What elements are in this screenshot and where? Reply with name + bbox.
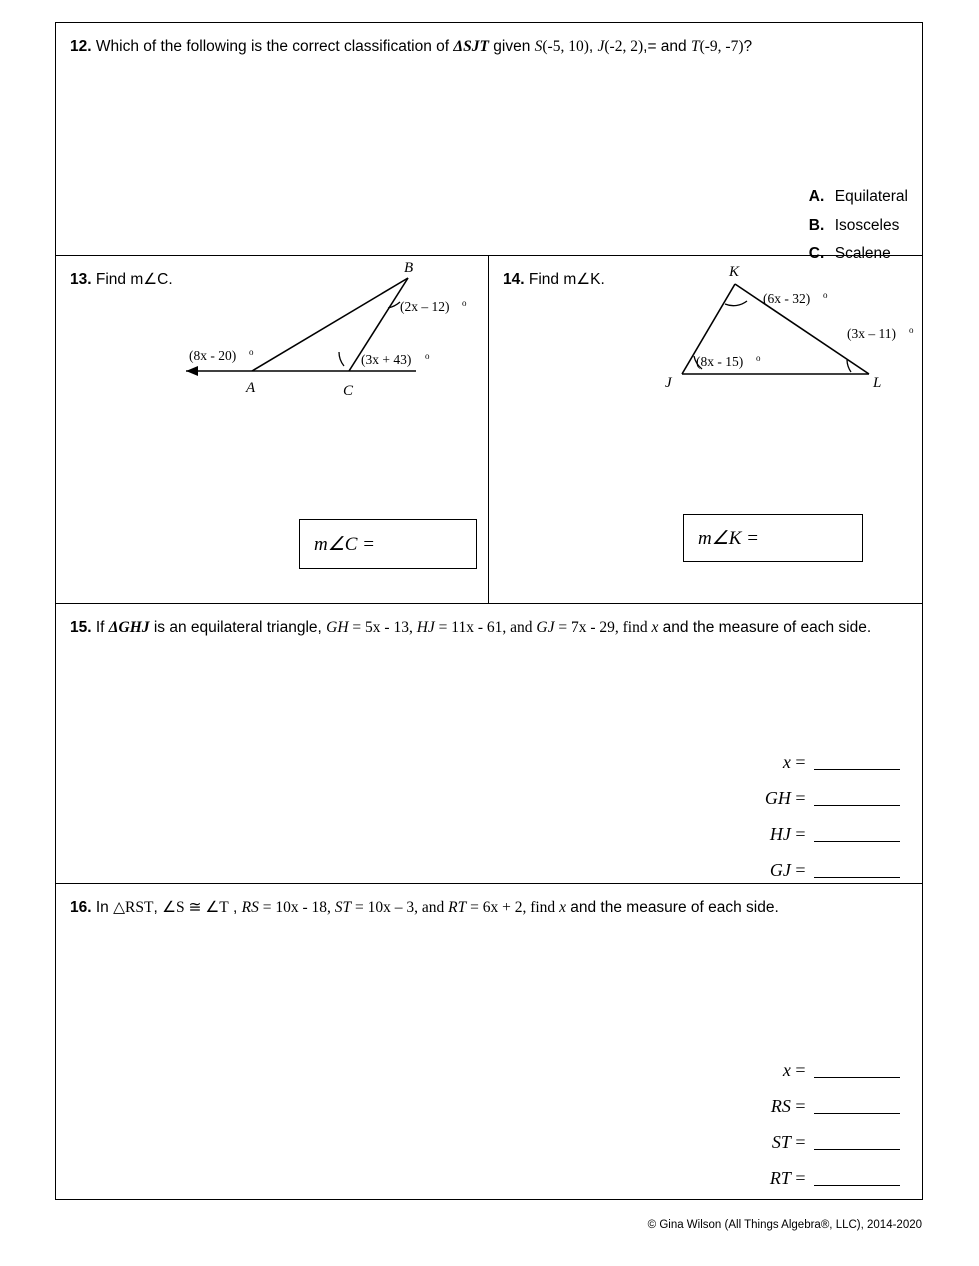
answer-label-gj: GJ (769, 860, 791, 880)
q15-gh: GH (326, 619, 349, 636)
q16-st: ST (334, 899, 352, 916)
q15-gj: GJ (536, 619, 555, 636)
question-14-prompt: Find m∠K. (528, 271, 605, 288)
choice-a-text: Equilateral (834, 188, 908, 205)
svg-text:o: o (249, 347, 254, 357)
q15-triangle: ΔGHJ (108, 619, 150, 636)
q15-gh-val: = 5x - 13, (348, 619, 417, 636)
q12-comma: , (588, 38, 598, 55)
q12-point-t: T (690, 38, 700, 55)
question-16-text (56, 884, 922, 919)
worksheet-table (55, 22, 923, 1200)
q15-hj: HJ (416, 619, 435, 636)
answer-line-x[interactable]: x = (765, 744, 900, 780)
svg-text:o: o (462, 298, 467, 308)
answer-label-st: ST (771, 1132, 791, 1152)
answer-line-rs[interactable]: RS = (770, 1088, 900, 1124)
answer-label-x: x (782, 752, 791, 772)
svg-text:K: K (729, 264, 740, 280)
q16-mid1: , (153, 899, 163, 916)
q16-tail: and the measure of each side. (565, 899, 779, 916)
answer-blank-rt[interactable] (814, 1185, 900, 1186)
q15-lead: If (95, 619, 109, 636)
q12-triangle: ΔSJT (453, 38, 489, 55)
answer-line-gh[interactable]: GH = (765, 780, 900, 816)
answer-blank-st[interactable] (814, 1149, 900, 1150)
svg-text:C: C (343, 383, 354, 399)
svg-text:J: J (665, 375, 672, 391)
svg-text:B: B (404, 260, 414, 276)
q15-gj-val: = 7x - 29, find (554, 619, 652, 636)
question-12-number: 12. (70, 38, 92, 55)
answer-blank-x[interactable] (814, 1077, 900, 1078)
question-13-number: 13. (70, 271, 92, 288)
question-15-text (56, 604, 922, 639)
question-13-answer-box[interactable] (299, 519, 477, 569)
question-16-answers (770, 1052, 900, 1196)
question-13-prompt: Find m∠C. (95, 271, 173, 288)
question-16-number: 16. (70, 899, 92, 916)
choice-b-label: B. (808, 216, 825, 234)
questions-13-14-row (56, 256, 922, 604)
q12-point-t-coord: (-9, -7) (699, 38, 744, 55)
question-16 (56, 884, 922, 1199)
q12-point-j: J (597, 38, 605, 55)
q12-point-s-coord: (-5, 10) (542, 38, 589, 55)
answer-blank-rs[interactable] (814, 1113, 900, 1114)
q12-lead: Which of the following is the correct classification of (95, 38, 454, 55)
choice-c-label: C. (808, 245, 825, 263)
question-13 (56, 256, 489, 603)
answer-label-rs: RS (770, 1096, 791, 1116)
choice-c-text: Scalene (834, 245, 891, 263)
question-12-text (56, 23, 922, 58)
q12-point-s: S (534, 38, 543, 55)
svg-text:(3x + 43): (3x + 43) (361, 352, 412, 367)
q16-lead: In (95, 899, 114, 916)
question-13-figure (56, 256, 486, 416)
question-15-number: 15. (70, 619, 92, 636)
question-15 (56, 604, 922, 884)
svg-text:o: o (425, 351, 430, 361)
q12-mid: ,= and (643, 38, 691, 55)
answer-line-rt[interactable]: RT = (770, 1160, 900, 1196)
svg-text:o: o (756, 353, 761, 363)
q16-mid2: , (228, 899, 242, 916)
answer-blank-x[interactable] (814, 769, 900, 770)
answer-blank-gh[interactable] (814, 805, 900, 806)
q15-x: x (651, 619, 659, 636)
question-14-number: 14. (503, 271, 525, 288)
question-14-answer-box[interactable] (683, 514, 863, 562)
q12-point-j-coord: (-2, 2) (604, 38, 644, 55)
copyright-footer: © Gina Wilson (All Things Algebra®, LLC), 2014-2020 (647, 1219, 922, 1231)
q16-rt-val: = 6x + 2, find (466, 899, 560, 916)
answer-line-gj[interactable]: GJ = (765, 852, 900, 888)
answer-label-rt: RT (769, 1168, 791, 1188)
svg-text:(2x – 12): (2x – 12) (400, 299, 450, 314)
svg-text:o: o (909, 325, 914, 335)
svg-text:o: o (823, 290, 828, 300)
q15-tail: and the measure of each side. (658, 619, 872, 636)
question-13-answer-label: m∠C = (314, 533, 375, 555)
choice-b[interactable] (809, 212, 908, 241)
q16-triangle: △RST (113, 899, 154, 916)
q12-end: ? (743, 38, 753, 55)
answer-label-gh: GH (764, 788, 791, 808)
answer-line-st[interactable]: ST = (770, 1124, 900, 1160)
q16-rt: RT (448, 899, 467, 916)
q12-given: given (488, 38, 535, 55)
q16-x: x (559, 899, 566, 916)
q16-rs: RS (241, 899, 259, 916)
question-15-answers (765, 744, 900, 888)
svg-text:A: A (246, 380, 256, 396)
choice-a[interactable] (809, 183, 908, 212)
q15-hj-val: = 11x - 61, and (434, 619, 537, 636)
svg-text:(6x - 32): (6x - 32) (763, 291, 811, 306)
choice-a-label: A. (808, 188, 825, 205)
q16-st-val: = 10x – 3, and (351, 899, 449, 916)
answer-blank-gj[interactable] (814, 877, 900, 878)
answer-line-x[interactable]: x = (770, 1052, 900, 1088)
choice-b-text: Isosceles (834, 216, 900, 234)
answer-blank-hj[interactable] (814, 841, 900, 842)
question-12 (56, 23, 922, 263)
q15-mid1: is an equilateral triangle, (149, 619, 327, 636)
answer-label-x: x (782, 1060, 791, 1080)
question-14-figure (489, 256, 923, 416)
q16-rs-val: = 10x - 18, (258, 899, 335, 916)
svg-text:(8x - 15): (8x - 15) (696, 354, 744, 369)
svg-text:L: L (873, 375, 882, 391)
svg-text:(8x - 20): (8x - 20) (189, 348, 237, 363)
answer-line-hj[interactable]: HJ = (765, 816, 900, 852)
q16-congruence: ∠S ≅ ∠T (162, 899, 229, 916)
question-14 (489, 256, 922, 603)
svg-text:(3x – 11): (3x – 11) (847, 326, 896, 341)
answer-label-hj: HJ (769, 824, 791, 844)
question-14-answer-label: m∠K = (698, 527, 759, 549)
